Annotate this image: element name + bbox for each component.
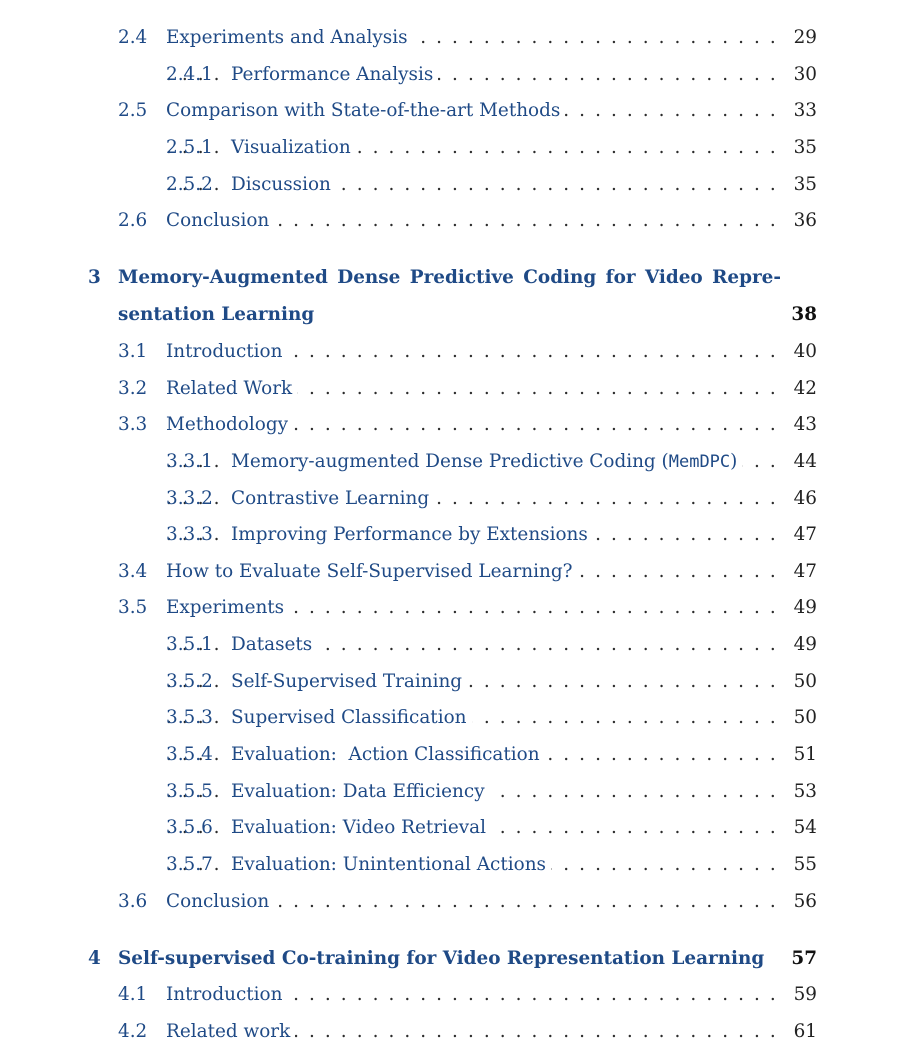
section-title[interactable]: Discussion [231, 170, 336, 200]
section-title[interactable]: Visualization [231, 133, 356, 163]
toc-entry-4-1[interactable] [0, 980, 916, 1010]
section-number[interactable]: 4.1 [118, 984, 148, 1005]
page-number: 56 [793, 891, 817, 912]
page-number: 59 [793, 984, 817, 1005]
page-number: 49 [793, 634, 817, 655]
toc-entry-3-3[interactable] [0, 410, 916, 440]
title-text: Memory-augmented Dense Predictive Coding ( [231, 451, 669, 472]
section-number[interactable]: 3.5.5 [166, 781, 213, 802]
page-number: 35 [793, 137, 817, 158]
toc-chapter-4[interactable] [0, 944, 916, 974]
section-title[interactable]: Datasets [231, 630, 317, 660]
page-number: 30 [793, 64, 817, 85]
toc-chapter-3-line2[interactable] [0, 300, 916, 330]
toc-entry-4-2[interactable] [0, 1017, 916, 1047]
section-number[interactable]: 2.5 [118, 100, 148, 121]
toc-entry-2-6[interactable] [0, 206, 916, 236]
section-number[interactable]: 2.6 [118, 210, 148, 231]
page-number: 57 [791, 948, 817, 969]
section-number[interactable]: 3.3.2 [166, 488, 213, 509]
method-name: MemDPC [668, 452, 731, 472]
page-number: 47 [793, 561, 817, 582]
section-title[interactable] [231, 447, 742, 477]
toc-entry-3-3-3[interactable] [0, 520, 916, 550]
section-title[interactable]: Self-Supervised Training [231, 667, 467, 697]
section-title[interactable]: Contrastive Learning [231, 484, 434, 514]
section-number[interactable]: 2.5.1 [166, 137, 213, 158]
section-title[interactable]: Evaluation: Video Retrieval [231, 813, 491, 843]
page-number: 53 [793, 781, 817, 802]
toc-entry-3-6[interactable] [0, 887, 916, 917]
page-number: 38 [791, 304, 817, 325]
page-number: 54 [793, 817, 817, 838]
page-number: 40 [793, 341, 817, 362]
chapter-title[interactable]: Self-supervised Co-training for Video Representation Learning [118, 948, 765, 969]
section-title[interactable]: Methodology [166, 410, 293, 440]
section-number[interactable]: 3.4 [118, 561, 148, 582]
page-number: 43 [793, 414, 817, 435]
toc-entry-3-4[interactable] [0, 557, 916, 587]
section-number[interactable]: 3.5 [118, 597, 148, 618]
toc-entry-2-5[interactable] [0, 96, 916, 126]
page-number: 61 [793, 1021, 817, 1042]
section-number[interactable]: 3.5.1 [166, 634, 213, 655]
chapter-title-continued[interactable]: sentation Learning [118, 304, 315, 325]
section-title[interactable]: How to Evaluate Self-Supervised Learning? [166, 557, 577, 587]
toc-entry-3-3-1[interactable] [0, 447, 916, 477]
page-number: 47 [793, 524, 817, 545]
section-number[interactable]: 4.2 [118, 1021, 148, 1042]
toc-entry-3-5-6[interactable] [0, 813, 916, 843]
section-title[interactable]: Experiments and Analysis [166, 23, 413, 53]
section-title[interactable]: Evaluation: Action Classification [231, 740, 545, 770]
page-number: 50 [793, 707, 817, 728]
toc-entry-2-5-2[interactable] [0, 170, 916, 200]
toc-entry-2-4-1[interactable] [0, 60, 916, 90]
page-number: 44 [793, 451, 817, 472]
toc-entry-3-5-5[interactable] [0, 777, 916, 807]
chapter-title[interactable]: Memory-Augmented Dense Predictive Coding for Video Repre- [118, 267, 781, 288]
page-number: 50 [793, 671, 817, 692]
section-number[interactable]: 3.5.6 [166, 817, 213, 838]
section-number[interactable]: 2.4.1 [166, 64, 213, 85]
section-number[interactable]: 3.3.1 [166, 451, 213, 472]
toc-entry-3-5-1[interactable] [0, 630, 916, 660]
page-number: 55 [793, 854, 817, 875]
toc-entry-3-1[interactable] [0, 337, 916, 367]
toc-entry-3-5-4[interactable] [0, 740, 916, 770]
page-number: 51 [793, 744, 817, 765]
page-number: 46 [793, 488, 817, 509]
section-number[interactable]: 3.1 [118, 341, 148, 362]
section-title[interactable]: Experiments [166, 593, 289, 623]
toc-entry-3-2[interactable] [0, 374, 916, 404]
section-title[interactable]: Evaluation: Unintentional Actions [231, 850, 551, 880]
toc-chapter-3-line1[interactable] [0, 263, 916, 293]
page-number: 33 [793, 100, 817, 121]
toc-entry-3-5[interactable] [0, 593, 916, 623]
chapter-number[interactable]: 4 [88, 948, 101, 969]
title-text: ) [730, 451, 738, 472]
section-title[interactable]: Introduction [166, 980, 287, 1010]
page-number: 35 [793, 174, 817, 195]
section-title[interactable]: Evaluation: Data Efficiency [231, 777, 490, 807]
toc-entry-2-5-1[interactable] [0, 133, 916, 163]
section-number[interactable]: 3.3.3 [166, 524, 213, 545]
toc-entry-3-5-7[interactable] [0, 850, 916, 880]
toc-entry-3-5-3[interactable] [0, 703, 916, 733]
chapter-number[interactable]: 3 [88, 267, 101, 288]
section-title[interactable]: Comparison with State-of-the-art Methods [166, 96, 565, 126]
toc-entry-3-3-2[interactable] [0, 484, 916, 514]
page-number: 36 [793, 210, 817, 231]
page-number: 49 [793, 597, 817, 618]
toc-entry-2-4[interactable] [0, 23, 916, 53]
section-title[interactable]: Improving Performance by Extensions [231, 520, 593, 550]
section-title[interactable]: Related work [166, 1017, 295, 1047]
section-number[interactable]: 2.4 [118, 27, 148, 48]
section-title[interactable]: Conclusion [166, 206, 274, 236]
section-title[interactable]: Performance Analysis [231, 60, 438, 90]
section-number[interactable]: 3.3 [118, 414, 148, 435]
section-number[interactable]: 3.2 [118, 378, 148, 399]
page-number: 42 [793, 378, 817, 399]
section-title[interactable]: Related Work [166, 374, 297, 404]
section-number[interactable]: 3.5.4 [166, 744, 213, 765]
section-title[interactable]: Introduction [166, 337, 287, 367]
section-number[interactable]: 3.5.2 [166, 671, 213, 692]
section-title[interactable]: Conclusion [166, 887, 274, 917]
toc-entry-3-5-2[interactable] [0, 667, 916, 697]
page-number: 29 [793, 27, 817, 48]
section-number[interactable]: 2.5.2 [166, 174, 213, 195]
section-number[interactable]: 3.5.7 [166, 854, 213, 875]
section-number[interactable]: 3.6 [118, 891, 148, 912]
section-title[interactable]: Supervised Classification [231, 703, 472, 733]
section-number[interactable]: 3.5.3 [166, 707, 213, 728]
